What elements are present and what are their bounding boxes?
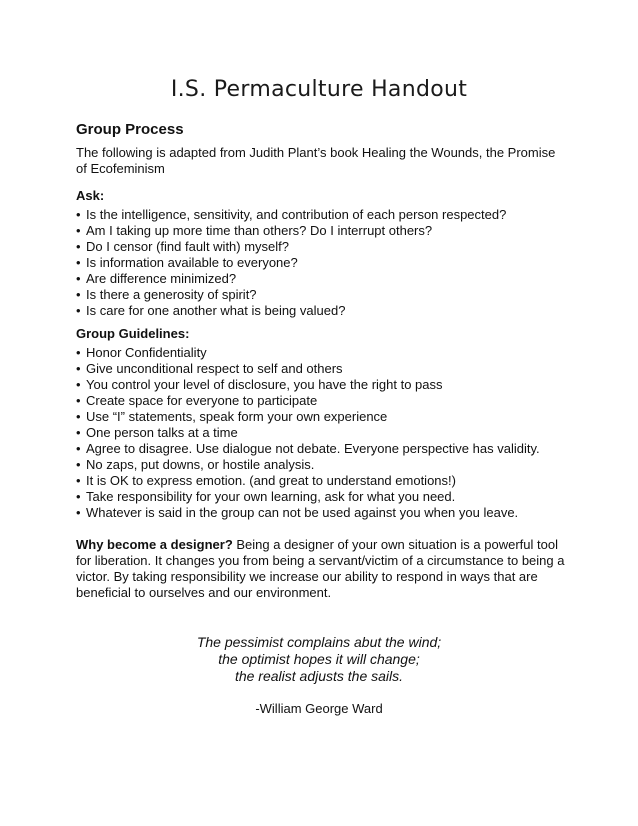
guideline-item-text: Take responsibility for your own learning, ask for what you need. [86,489,456,504]
ask-item [76,223,568,239]
bullet-icon: • [76,409,81,424]
bullet-icon: • [76,377,81,392]
guideline-item [76,377,568,393]
handout-body [76,121,568,614]
ask-item [76,207,568,223]
designer-lead: Why become a designer? [76,537,233,552]
ask-list [76,207,568,319]
bullet-icon: • [76,473,81,488]
guideline-item-text: Whatever is said in the group can not be used against you when you leave. [86,505,519,520]
guideline-item-text: Agree to disagree. Use dialogue not debate. Everyone perspective has validity. [86,441,540,456]
bullet-icon: • [76,271,81,286]
quote-line-3: the realist adjusts the sails. [234,668,404,684]
bullet-icon: • [76,425,81,440]
ask-item [76,239,568,255]
bullet-icon: • [76,457,81,472]
guideline-item [76,489,568,505]
closing-quote [0,634,638,685]
ask-item-text: Is there a generosity of spirit? [86,287,257,302]
ask-item-text: Am I taking up more time than others? Do I interrupt others? [86,223,433,238]
guidelines-list [76,345,568,521]
guideline-item [76,457,568,473]
bullet-icon: • [76,361,81,376]
designer-paragraph [76,537,568,601]
ask-item [76,287,568,303]
guideline-item-text: Give unconditional respect to self and others [86,361,343,376]
guideline-item-text: You control your level of disclosure, you have the right to pass [86,377,443,392]
guideline-item-text: Use “I” statements, speak form your own experience [86,409,388,424]
guideline-item [76,393,568,409]
guideline-item [76,409,568,425]
guideline-item-text: No zaps, put downs, or hostile analysis. [86,457,315,472]
ask-item-text: Do I censor (find fault with) myself? [86,239,290,254]
guideline-item [76,473,568,489]
guideline-item [76,441,568,457]
guideline-item [76,345,568,361]
bullet-icon: • [76,345,81,360]
ask-label: Ask: [76,188,105,203]
guideline-item [76,361,568,377]
designer-body: Being a designer of your own situation is a powerful tool for liberation. It changes you from being a servant/victim of a circumstance to being a victor. By taking responsibility we increase our ability to respond in ways that are beneficial to ourselves and our environment. [76,537,565,600]
intro-paragraph: The following is adapted from Judith Plant’s book Healing the Wounds, the Promise of Ecofeminism [76,145,556,176]
ask-item [76,271,568,287]
bullet-icon: • [76,223,81,238]
bullet-icon: • [76,255,81,270]
bullet-icon: • [76,393,81,408]
quote-author: -William George Ward [255,701,383,716]
ask-item-text: Is the intelligence, sensitivity, and contribution of each person respected? [86,207,507,222]
bullet-icon: • [76,505,81,520]
guideline-item-text: Honor Confidentiality [86,345,207,360]
quote-line-1: The pessimist complains abut the wind; [196,634,442,650]
section-heading-group-process: Group Process [76,121,184,138]
ask-item [76,303,568,319]
guidelines-label: Group Guidelines: [76,326,190,341]
ask-item [76,255,568,271]
guideline-item-text: It is OK to express emotion. (and great to understand emotions!) [86,473,456,488]
bullet-icon: • [76,489,81,504]
guideline-item-text: One person talks at a time [86,425,238,440]
bullet-icon: • [76,239,81,254]
ask-item-text: Are difference minimized? [86,271,237,286]
bullet-icon: • [76,303,81,318]
ask-item-text: Is information available to everyone? [86,255,298,270]
bullet-icon: • [76,207,81,222]
bullet-icon: • [76,287,81,302]
quote-line-2: the optimist hopes it will change; [218,651,420,667]
page-title: I.S. Permaculture Handout [170,77,468,102]
bullet-icon: • [76,441,81,456]
guideline-item-text: Create space for everyone to participate [86,393,318,408]
ask-item-text: Is care for one another what is being valued? [86,303,346,318]
guideline-item [76,505,568,521]
guideline-item [76,425,568,441]
